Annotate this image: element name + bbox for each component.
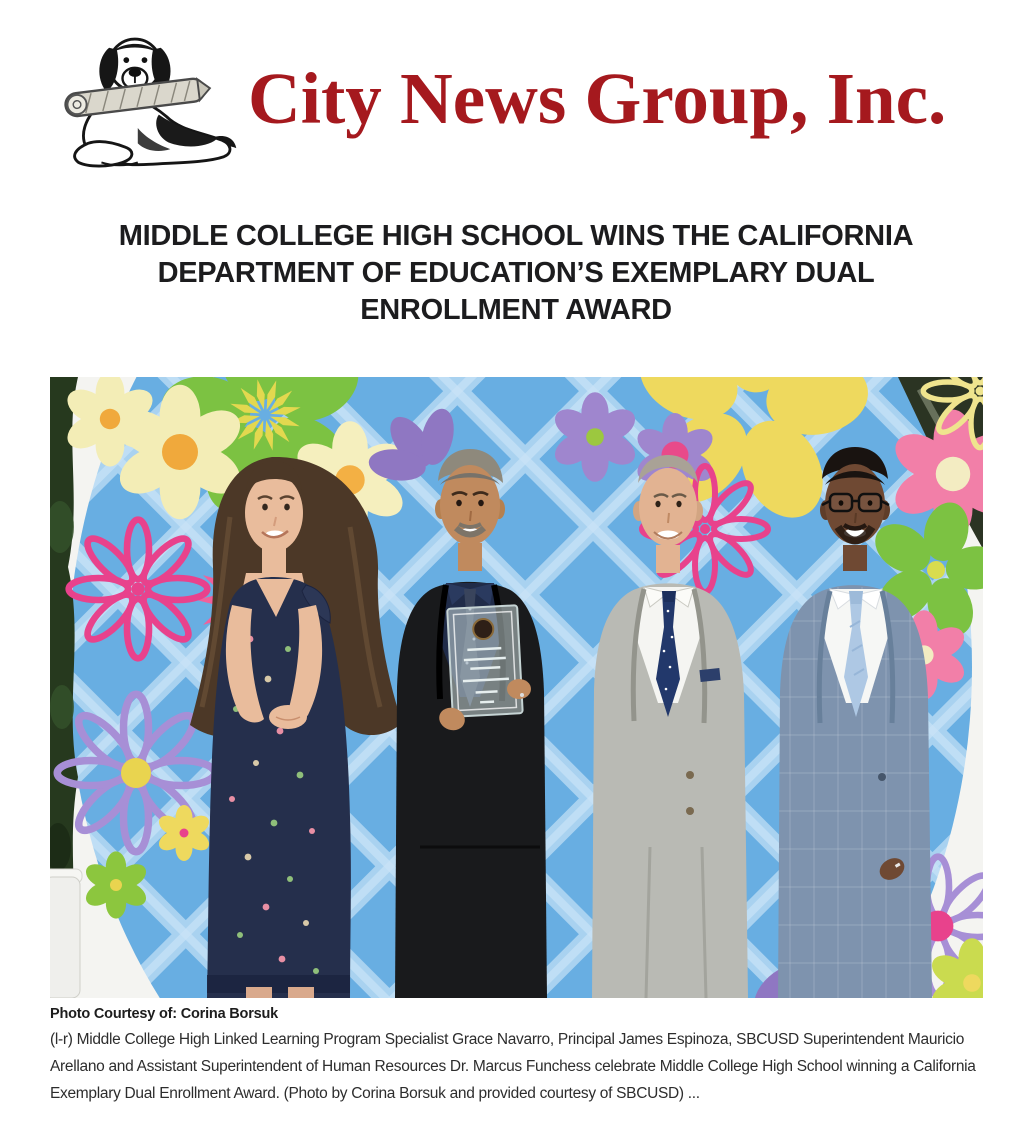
brand-name: City News Group, Inc. xyxy=(248,57,947,139)
article-headline: MIDDLE COLLEGE HIGH SCHOOL WINS THE CALIFORNIA DEPARTMENT OF EDUCATION’S EXEMPLARY DUAL ENROLLMENT AWARD xyxy=(118,220,914,326)
article-photo xyxy=(50,377,983,998)
photo-credit: Photo Courtesy of: Corina Borsuk xyxy=(50,1006,279,1022)
masthead xyxy=(0,0,1032,182)
dog-with-newspaper-icon xyxy=(46,17,242,180)
photo-caption: (l-r) Middle College High Linked Learning Program Specialist Grace Navarro, Principal James Espinoza, SBCUSD Superintendent Mauricio Arellano and Assistant Superintendent of Human Resources Dr. Marcus Funchess celebrate Middle College High School winning a California Exemplary Dual Enrollment Award. (Photo by Corina Borsuk and provided courtesy of SBCUSD) ... xyxy=(50,1031,976,1102)
